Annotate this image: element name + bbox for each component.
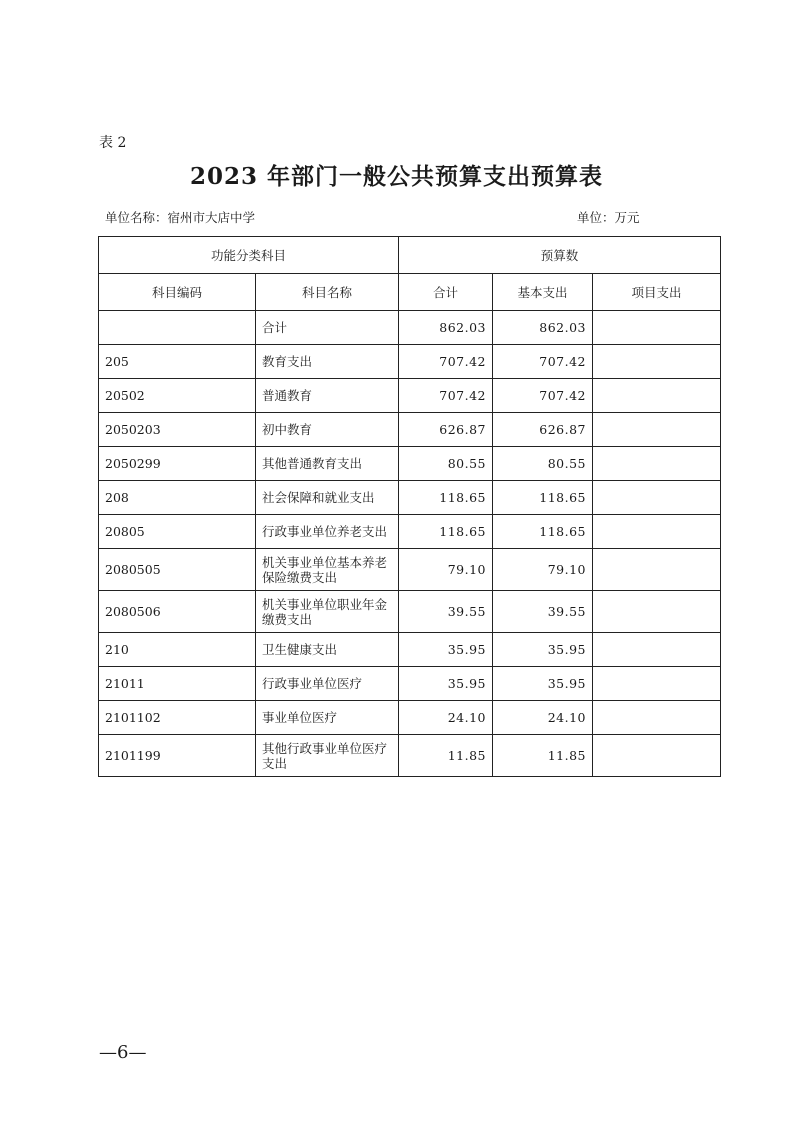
cell-name: 合计 <box>256 311 399 345</box>
column-header-name: 科目名称 <box>256 274 399 311</box>
cell-basic: 11.85 <box>493 735 593 777</box>
cell-total: 11.85 <box>399 735 493 777</box>
cell-total: 35.95 <box>399 633 493 667</box>
cell-basic: 118.65 <box>493 481 593 515</box>
table-row <box>99 515 721 549</box>
cell-total: 24.10 <box>399 701 493 735</box>
cell-project <box>593 413 721 447</box>
cell-project <box>593 447 721 481</box>
cell-total: 80.55 <box>399 447 493 481</box>
cell-name: 其他行政事业单位医疗支出 <box>256 735 399 777</box>
cell-total: 39.55 <box>399 591 493 633</box>
cell-project <box>593 701 721 735</box>
cell-name: 普通教育 <box>256 379 399 413</box>
cell-code: 205 <box>99 345 256 379</box>
cell-code: 2080505 <box>99 549 256 591</box>
cell-name: 行政事业单位养老支出 <box>256 515 399 549</box>
column-header-project: 项目支出 <box>593 274 721 311</box>
cell-basic: 35.95 <box>493 633 593 667</box>
document-title: 2023 年部门一般公共预算支出预算表 <box>189 163 604 190</box>
cell-basic: 24.10 <box>493 701 593 735</box>
cell-project <box>593 481 721 515</box>
cell-name: 社会保障和就业支出 <box>256 481 399 515</box>
table-row <box>99 701 721 735</box>
cell-name: 卫生健康支出 <box>256 633 399 667</box>
cell-total: 79.10 <box>399 549 493 591</box>
cell-code: 2101199 <box>99 735 256 777</box>
cell-code: 20502 <box>99 379 256 413</box>
cell-project <box>593 549 721 591</box>
cell-name: 教育支出 <box>256 345 399 379</box>
table-row <box>99 667 721 701</box>
table-row <box>99 633 721 667</box>
cell-project <box>593 667 721 701</box>
table-row <box>99 549 721 591</box>
cell-code: 2050203 <box>99 413 256 447</box>
cell-basic: 118.65 <box>493 515 593 549</box>
table-row <box>99 591 721 633</box>
column-header-total: 合计 <box>399 274 493 311</box>
cell-code <box>99 311 256 345</box>
table-label: 表 2 <box>99 135 127 151</box>
cell-code: 2080506 <box>99 591 256 633</box>
unit-name: 单位名称：宿州市大店中学 <box>105 210 256 225</box>
cell-code: 20805 <box>99 515 256 549</box>
cell-name: 机关事业单位职业年金缴费支出 <box>256 591 399 633</box>
cell-total: 626.87 <box>399 413 493 447</box>
cell-name: 其他普通教育支出 <box>256 447 399 481</box>
cell-name: 机关事业单位基本养老保险缴费支出 <box>256 549 399 591</box>
cell-code: 21011 <box>99 667 256 701</box>
cell-basic: 626.87 <box>493 413 593 447</box>
table-row <box>99 481 721 515</box>
column-header-basic: 基本支出 <box>493 274 593 311</box>
cell-total: 707.42 <box>399 379 493 413</box>
table-row <box>99 447 721 481</box>
table-row <box>99 735 721 777</box>
cell-total: 35.95 <box>399 667 493 701</box>
column-header-code: 科目编码 <box>99 274 256 311</box>
budget-table-body <box>99 311 721 777</box>
cell-basic: 707.42 <box>493 379 593 413</box>
cell-project <box>593 633 721 667</box>
cell-basic: 707.42 <box>493 345 593 379</box>
cell-name: 初中教育 <box>256 413 399 447</box>
cell-name: 行政事业单位医疗 <box>256 667 399 701</box>
cell-basic: 35.95 <box>493 667 593 701</box>
table-row <box>99 379 721 413</box>
cell-total: 707.42 <box>399 345 493 379</box>
cell-code: 2101102 <box>99 701 256 735</box>
cell-basic: 39.55 <box>493 591 593 633</box>
table-row <box>99 345 721 379</box>
cell-project <box>593 345 721 379</box>
header-functional-classification: 功能分类科目 <box>99 237 399 274</box>
cell-basic: 862.03 <box>493 311 593 345</box>
cell-basic: 79.10 <box>493 549 593 591</box>
cell-project <box>593 515 721 549</box>
cell-code: 210 <box>99 633 256 667</box>
cell-code: 2050299 <box>99 447 256 481</box>
header-budget-amount: 预算数 <box>399 237 721 274</box>
cell-total: 118.65 <box>399 515 493 549</box>
table-row <box>99 311 721 345</box>
cell-project <box>593 311 721 345</box>
cell-total: 862.03 <box>399 311 493 345</box>
cell-project <box>593 591 721 633</box>
table-row <box>99 413 721 447</box>
budget-table <box>98 236 721 777</box>
cell-total: 118.65 <box>399 481 493 515</box>
cell-project <box>593 735 721 777</box>
cell-code: 208 <box>99 481 256 515</box>
cell-basic: 80.55 <box>493 447 593 481</box>
cell-name: 事业单位医疗 <box>256 701 399 735</box>
page-number: —6— <box>99 1042 147 1063</box>
cell-project <box>593 379 721 413</box>
money-unit: 单位：万元 <box>577 210 640 225</box>
